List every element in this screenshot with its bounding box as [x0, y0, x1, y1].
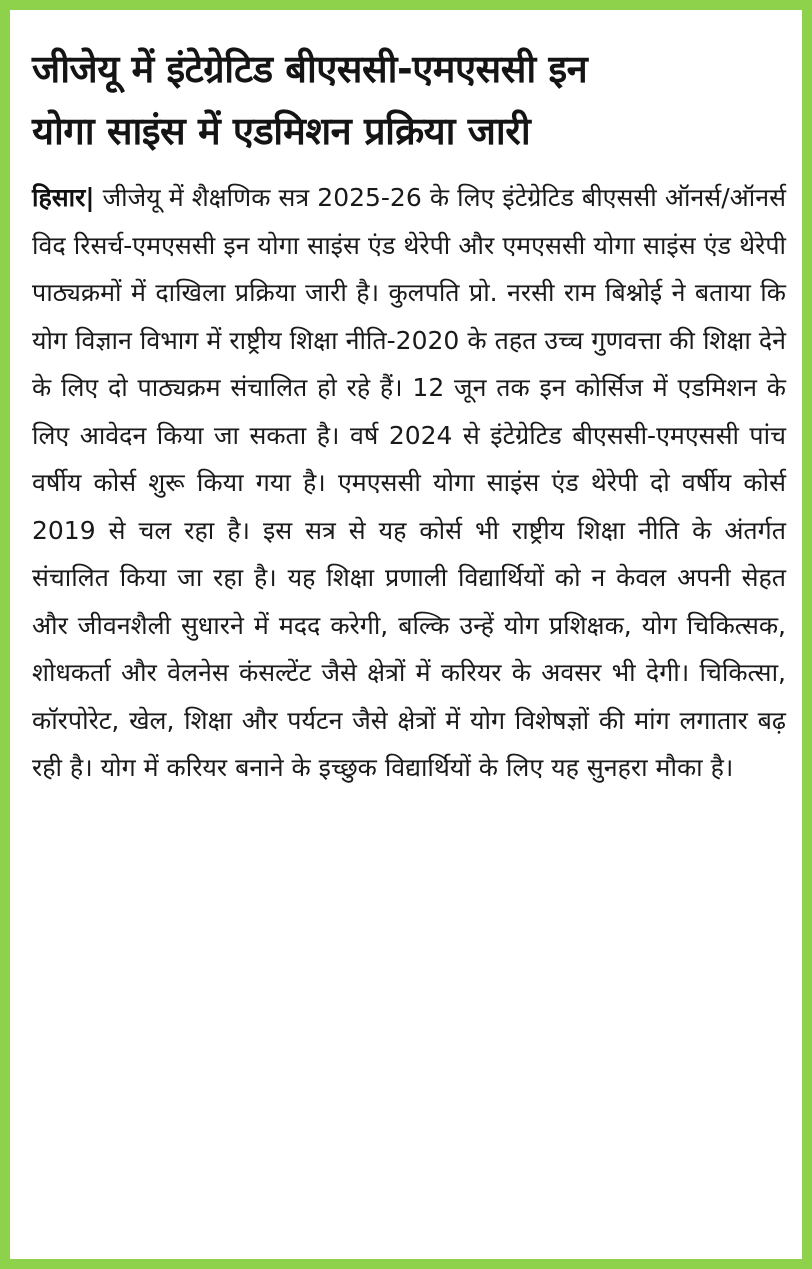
- dateline: हिसार|: [32, 183, 95, 212]
- headline-line-2: योगा साइंस में एडमिशन प्रक्रिया जारी: [32, 109, 531, 153]
- article-body: [32, 174, 786, 792]
- headline: [32, 38, 786, 162]
- news-clipping: [10, 10, 802, 1259]
- headline-line-1: जीजेयू में इंटेग्रेटिड बीएससी-एमएससी इन: [32, 47, 588, 91]
- article-body-text: जीजेयू में शैक्षणिक सत्र 2025-26 के लिए इंटेग्रेटिड बीएससी ऑनर्स/ऑनर्स विद रिसर्च-एमएससी इन योगा साइंस एंड थेरेपी और एमएससी योगा साइंस एंड थेरेपी पाठ्यक्रमों में दाखिला प्रक्रिया जारी है। कुलपति प्रो. नरसी राम बिश्नोई ने बताया कि योग विज्ञान विभाग में राष्ट्रीय शिक्षा नीति-2020 के तहत उच्च गुणवत्ता की शिक्षा देने के लिए दो पाठ्यक्रम संचालित हो रहे हैं। 12 जून तक इन कोर्सिज में एडमिशन के लिए आवेदन किया जा सकता है। वर्ष 2024 से इंटेग्रेटिड बीएससी-एमएससी पांच वर्षीय कोर्स शुरू किया गया है। एमएससी योगा साइंस एंड थेरेपी दो वर्षीय कोर्स 2019 से चल रहा है। इस सत्र से यह कोर्स भी राष्ट्रीय शिक्षा नीति के अंतर्गत संचालित किया जा रहा है। यह शिक्षा प्रणाली विद्यार्थियों को न केवल अपनी सेहत और जीवनशैली सुधारने में मदद करेगी, बल्कि उन्हें योग प्रशिक्षक, योग चिकित्सक, शोधकर्ता और वेलनेस कंसल्टेंट जैसे क्षेत्रों में करियर के अवसर भी देगी। चिकित्सा, कॉरपोरेट, खेल, शिक्षा और पर्यटन जैसे क्षेत्रों में योग विशेषज्ञों की मांग लगातार बढ़ रही है। योग में करियर बनाने के इच्छुक विद्यार्थियों के लिए यह सुनहरा मौका है।: [32, 183, 786, 782]
